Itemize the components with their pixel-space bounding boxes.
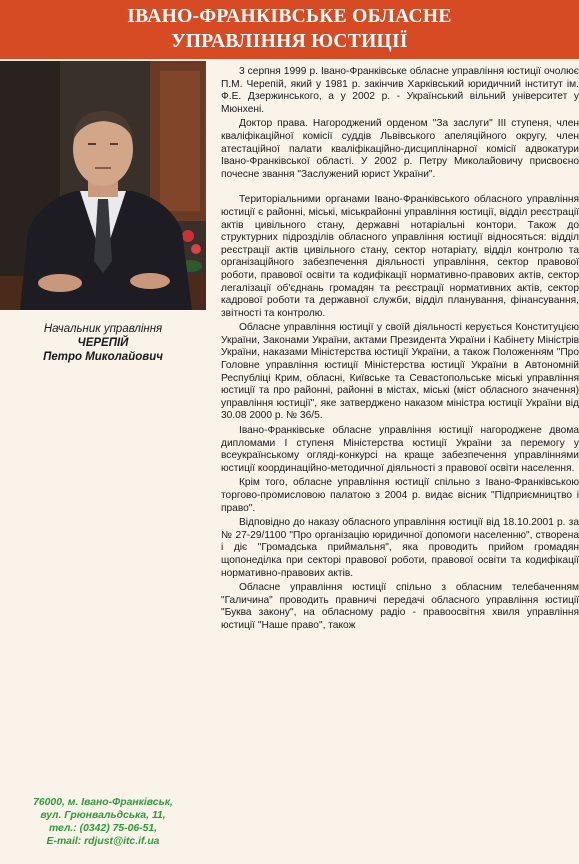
article-paragraph-5: Івано-Франківське обласне управління юстиції нагороджене двома дипломами I ступеня Міністерства юстиції України за перемогу у всеукраїнському огляді-конкурсі на краще забезпечення управліннями юстиції координаційно-методичної діяльності з правової освіти населення. bbox=[221, 425, 579, 474]
article-paragraph-6: Крім того, обласне управління юстиції спільно з Івано-Франківською торгово-промисловою палатою з 2004 р. видає вісник "Підприємництво і право". bbox=[221, 477, 579, 514]
article-body bbox=[221, 66, 579, 864]
article-paragraph-1: 3 серпня 1999 р. Івано-Франківське обласне управління юстиції очолює П.М. Черепій, який у 1981 р. закінчив Харківський юридичний інститут ім. Ф.Е. Дзержинського, а у 2002 р. - Український вільний університет у Мюнхені. bbox=[221, 66, 579, 115]
header-title-line-1: ІВАНО-ФРАНКІВСЬКЕ ОБЛАСНЕ bbox=[127, 6, 452, 27]
article-paragraph-7: Відповідно до наказу обласного управління юстиції від 18.10.2001 р. за № 27-29/1100 "Про організацію юридичної допомоги населенню", створена і діє "Громадська приймальня", яка проводить прийом громадян щопонеділка при секторі правової роботи, правової освіти та кодифікації нормативно-правових актів. bbox=[221, 517, 579, 579]
caption-surname: ЧЕРЕПІЙ bbox=[77, 337, 129, 349]
address-street: вул. Грюнвальдська, 11, bbox=[40, 810, 166, 821]
address-phone: тел.: (0342) 75-06-51, bbox=[48, 823, 158, 834]
page-header bbox=[0, 0, 579, 59]
article-paragraph-4: Обласне управління юстиції у своїй діяльності керується Конституцією України, Законами України, актами Президента України і Кабінету Міністрів України, наказами Міністерства юстиції України, а також Положенням "Про Головне управління юстиції Міністерства юстиції України в Автономній Республіці Крим, обласні, Київське та Севастопольське міські управління юстиції та про районні, районні в містах, міські (міст обласного значення) управління юстиції", яке затверджено наказом міністра юстиції України від 30.08 2000 р. № 36/5. bbox=[221, 322, 579, 422]
address-city: 76000, м. Івано-Франківськ, bbox=[33, 797, 173, 808]
article-paragraph-2: Доктор права. Нагороджений орденом "За заслуги" III ступеня, член кваліфікаційної комісії суддів Львівського апеляційного округу, член атестаційної палати кваліфікаційно-дисциплінарної комісії адвокатури Івано-Франківської області. У 2002 р. Петру Миколайовичу присвоєно почесне звання "Заслужений юрист України". bbox=[221, 118, 579, 180]
address-email: E-mail: rdjust@itc.if.ua bbox=[46, 836, 160, 847]
header-title-line-2: УПРАВЛІННЯ ЮСТИЦІЇ bbox=[171, 31, 408, 52]
portrait-photo bbox=[0, 61, 206, 310]
caption-given-name: Петро Миколайович bbox=[43, 351, 163, 363]
contact-address bbox=[0, 796, 206, 848]
photo-caption bbox=[0, 322, 206, 364]
caption-role: Начальник управління bbox=[43, 323, 163, 335]
article-paragraph-3: Територіальними органами Івано-Франківського обласного управління юстиції є районні, міські, міськрайонні управління юстиції, відділ реєстрації актів цивільного стану, державні нотаріальні контори. Також до структурних підрозділів обласного управління юстиції відносяться: відділ реєстрації актів цивільного стану, сектор нотаріату, відділ контролю та організаційного забезпечення діяльності управління, сектор правової роботи, правової освіти та кодифікації нормативно-правових актів, сектор легалізації об'єднань громадян та реєстрації нормативних актів, сектор кадрової роботи та державної служби, відділ планування, фінансування, звітності та контролю. bbox=[221, 194, 579, 319]
article-paragraph-8: Обласне управління юстиції спільно з обласним телебаченням "Галичина" проводить правничі передачі обласного управління юстиції "Буква закону", на обласному радіо - правоосвітня хвиля управління юстиції "Наше право", також bbox=[221, 582, 579, 631]
